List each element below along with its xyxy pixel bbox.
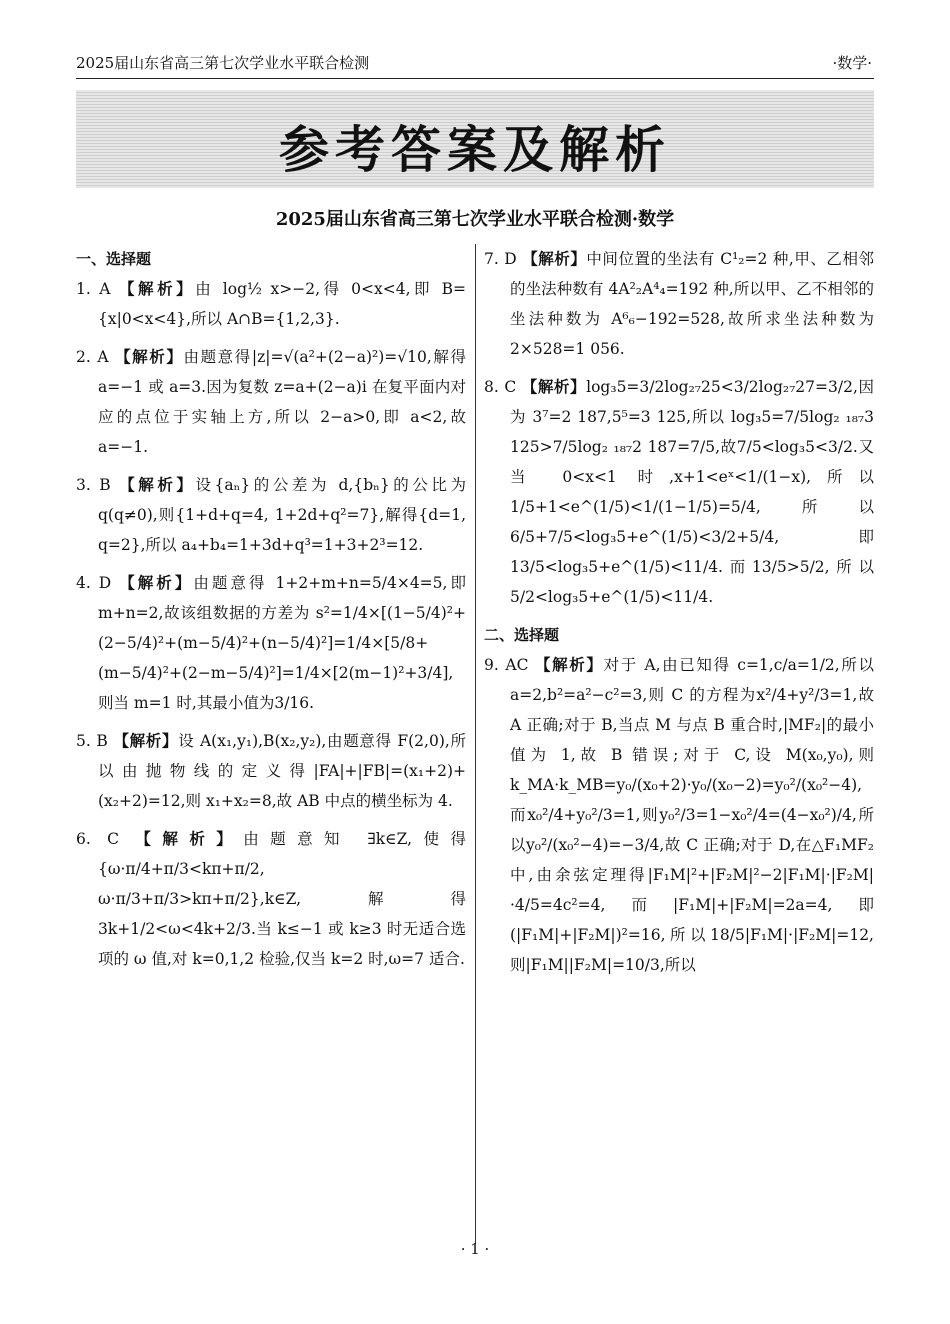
- answer-choice: B: [96, 732, 108, 750]
- answer-choice: D: [504, 250, 517, 268]
- item-number: 5.: [76, 732, 91, 750]
- item-number: 3.: [76, 476, 91, 494]
- answer-item: [484, 244, 874, 364]
- answer-choice: A: [97, 348, 109, 366]
- item-number: 6.: [76, 830, 91, 848]
- analysis-tag: 【解析】: [115, 348, 184, 366]
- analysis-tag: 【解析】: [113, 732, 179, 750]
- answer-item: [76, 342, 466, 462]
- analysis-tag: 【解析】: [135, 830, 244, 848]
- section-heading: 二、选择题: [484, 626, 560, 644]
- analysis-text: 设 A(x₁,y₁),B(x₂,y₂),由题意得 F(2,0),所以由抛物线的定义得|FA|+|FB|=(x₁+2)+(x₂+2)=12,则 x₁+x₂=8,故 AB 中点的横坐标为 4.: [98, 732, 466, 810]
- header-right: ·数学·: [832, 54, 872, 72]
- answer-choice: A: [99, 280, 111, 298]
- analysis-text: 中间位置的坐法有 C¹₂=2 种,甲、乙相邻的坐法种数有 4A²₂A⁴₄=192 种,所以甲、乙不相邻的坐法种数为 A⁶₆−192=528,故所求坐法种数为 2×528=1 056.: [510, 250, 875, 358]
- answer-choice: AC: [505, 656, 529, 674]
- item-number: 1.: [76, 280, 91, 298]
- left-column: [76, 244, 466, 982]
- answer-choice: C: [107, 830, 120, 848]
- item-number: 8.: [484, 378, 499, 396]
- analysis-text: 由题意知 ∃k∈Z,使得{ω·π/4+π/3<kπ+π/2, ω·π/3+π/3>kπ+π/2},k∈Z,解得 3k+1/2<ω<4k+2/3.当 k≤−1 或 k≥3 时无适合选项的 ω 值,对 k=0,1,2 检验,仅当 k=2 时,ω=7 适合.: [98, 830, 466, 968]
- answer-item: [76, 274, 466, 334]
- analysis-text: 由题意得 1+2+m+n=5/4×4=5,即 m+n=2,故该组数据的方差为 s²=1/4×[(1−5/4)²+(2−5/4)²+(m−5/4)²+(n−5/4)²]=1/4×[5/8+(m−5/4)²+(2−m−5/4)²]=1/4×[2(m−1)²+3/4],则当 m=1 时,其最小值为3/16.: [98, 574, 466, 712]
- analysis-tag: 【解析】: [119, 476, 196, 494]
- answer-item: [76, 726, 466, 816]
- document-subtitle: 2025届山东省高三第七次学业水平联合检测·数学: [275, 209, 675, 230]
- answer-item: [76, 568, 466, 718]
- analysis-text: 由 log½ x>−2,得 0<x<4,即 B={x|0<x<4},所以 A∩B={1,2,3}.: [98, 280, 466, 328]
- answer-choice: B: [99, 476, 111, 494]
- answer-item: [76, 824, 466, 974]
- analysis-text: 对于 A,由已知得 c=1,c/a=1/2,所以 a=2,b²=a²−c²=3,则 C 的方程为x²/4+y²/3=1,故 A 正确;对于 B,当点 M 与点 B 重合时,|MF₂|的最小值为 1,故 B 错误;对于 C,设 M(x₀,y₀),则 k_MA·k_MB=y₀/(x₀+2)·y₀/(x₀−2)=y₀²/(x₀²−4),而x₀²/4+y₀²/3=1,则y₀²/3=1−x₀²/4=(4−x₀²)/4,所以y₀²/(x₀²−4)=−3/4,故 C 正确;对于 D,在△F₁MF₂中,由余弦定理得|F₁M|²+|F₂M|²−2|F₁M|·|F₂M|·4/5=4c²=4,而|F₁M|+|F₂M|=2a=4,即(|F₁M|+|F₂M|)²=16,所以18/5|F₁M|·|F₂M|=12,则|F₁M||F₂M|=10/3,所以: [510, 656, 874, 974]
- item-number: 4.: [76, 574, 91, 592]
- analysis-tag: 【解析】: [522, 250, 587, 268]
- column-divider: [475, 244, 476, 1244]
- item-number: 9.: [484, 656, 499, 674]
- analysis-text: 设{aₙ}的公差为 d,{bₙ}的公比为 q(q≠0),则{1+d+q=4, 1+2d+q²=7},解得{d=1, q=2},所以 a₄+b₄=1+3d+q³=1+3+2³=12.: [98, 476, 466, 554]
- analysis-tag: 【解析】: [119, 574, 194, 592]
- analysis-tag: 【解析】: [119, 280, 196, 298]
- header-left: 2025届山东省高三第七次学业水平联合检测: [76, 54, 370, 72]
- analysis-tag: 【解析】: [521, 378, 587, 396]
- analysis-text: log₃5=3/2log₂₇25<3/2log₂₇27=3/2,因为 3⁷=2 187,5⁵=3 125,所以 log₃5=7/5log₂ ₁₈₇3 125>7/5log₂ ₁₈₇2 187=7/5,故7/5<log₃5<3/2.又当 0<x<1 时,x+1<eˣ<1/(1−x),所以1/5+1<e^(1/5)<1/(1−1/5)=5/4,所以6/5+7/5<log₃5+e^(1/5)<3/2+5/4,即13/5<log₃5+e^(1/5)<11/4.而13/5>5/2,所以5/2<log₃5+e^(1/5)<11/4.: [510, 378, 874, 606]
- right-column: [484, 244, 874, 988]
- answer-choice: C: [504, 378, 517, 396]
- answer-item: [484, 650, 874, 980]
- item-number: 7.: [484, 250, 499, 268]
- answer-item: [76, 470, 466, 560]
- title-banner: [76, 90, 874, 188]
- header-rule: [76, 78, 874, 79]
- answer-choice: D: [98, 574, 112, 592]
- page-number: · 1 ·: [460, 1240, 490, 1258]
- section-heading: 一、选择题: [76, 250, 152, 268]
- analysis-text: 由题意得|z|=√(a²+(2−a)²)=√10,解得 a=−1 或 a=3.因为复数 z=a+(2−a)i 在复平面内对应的点位于实轴上方,所以 2−a>0,即 a<2,故 a=−1.: [98, 348, 466, 456]
- banner-title: 参考答案及解析: [279, 121, 671, 179]
- answer-item: [484, 372, 874, 612]
- analysis-tag: 【解析】: [535, 656, 604, 674]
- item-number: 2.: [76, 348, 91, 366]
